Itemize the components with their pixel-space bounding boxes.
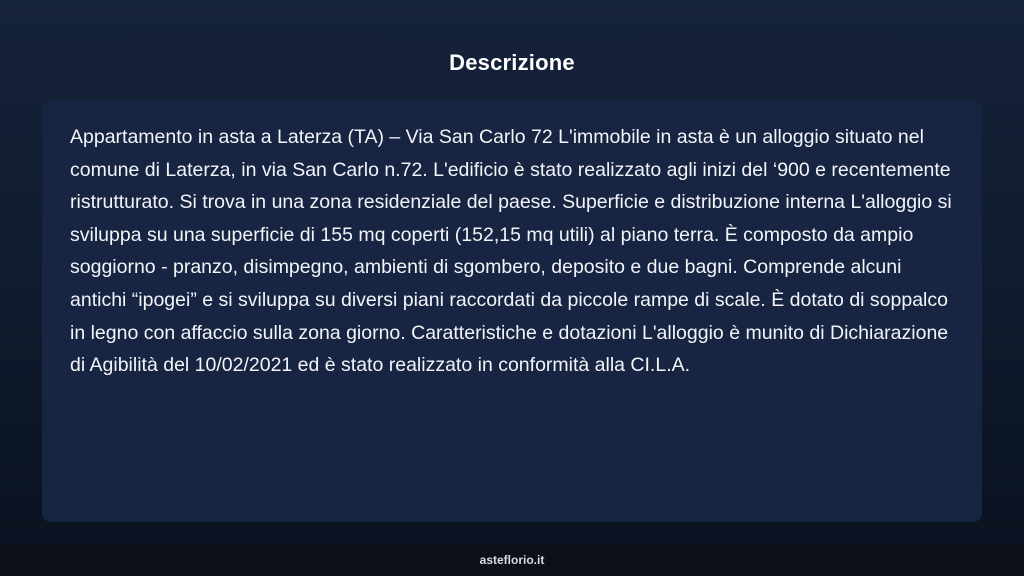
footer-site-link[interactable]: asteflorio.it [479, 553, 545, 567]
description-panel [42, 101, 982, 522]
page-title: Descrizione [449, 50, 575, 75]
description-text: Appartamento in asta a Laterza (TA) – Via San Carlo 72 L'immobile in asta è un alloggio situato nel comune di Laterza, in via San Carlo n.72. L'edificio è stato realizzato agli inizi del ‘900 e recentemente ristrutturato. Si trova in una zona residenziale del paese. Superficie e distribuzione interna L'alloggio si sviluppa su una superficie di 155 mq coperti (152,15 mq utili) al piano terra. È composto da ampio soggiorno - pranzo, disimpegno, ambienti di sgombero, deposito e due bagni. Comprende alcuni antichi “ipogei” e si sviluppa su diversi piani raccordati da piccole rampe di scale. È dotato di soppalco in legno con affaccio sulla zona giorno. Caratteristiche e dotazioni L'alloggio è munito di Dichiarazione di Agibilità del 10/02/2021 ed è stato realizzato in conformità alla CI.L.A. [70, 126, 952, 377]
footer-bar [0, 544, 1024, 576]
